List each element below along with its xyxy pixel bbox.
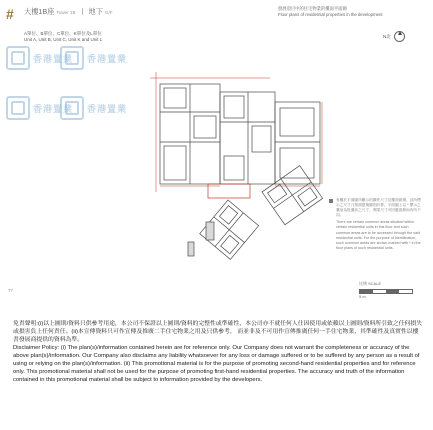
disclaimer (13, 320, 423, 384)
scale-unit: 5 m (359, 294, 366, 299)
watermark-text: 香港置業 (33, 53, 74, 64)
floor-name-zh: 地下 (88, 7, 103, 16)
watermark-text: 香港置業 (87, 53, 128, 64)
section-hash-mark: # (6, 6, 14, 22)
units-list-zh: A單位、B單位、C單位、K單位及L單位 (24, 31, 102, 36)
tower-title (24, 7, 113, 17)
brand-logo-icon (6, 96, 30, 120)
scale-bar (359, 281, 413, 299)
floor-plan-notes (336, 198, 422, 253)
scale-bar-graphic (359, 289, 413, 294)
notes-zh: 有關於平面圖所顯示的構件尺寸及樓面面積，其所標示之尺寸乃按照建築圖則計算。平面圖上以 * 標示之牆身為批盪前之尺寸，實際尺寸可因應裝修而有所不同。 (336, 198, 421, 218)
brand-logo-icon (60, 96, 84, 120)
page-number: 77 (8, 288, 14, 293)
compass-icon (394, 31, 405, 42)
watermark-text: 香港置業 (87, 103, 128, 114)
title-divider (82, 8, 83, 15)
brand-logo-icon (6, 46, 30, 70)
section-heading-en: Floor plans of residential properties in the development (278, 12, 383, 17)
north-label: N北 (383, 33, 391, 39)
disclaimer-zh: 免責聲明:(i)以上圖則/資料只供參考用途，本公司不保證以上圖則/資料的完整性或準確性，本公司亦不就任何人仕因使用或依賴以上圖則/資料所引致之任何損失或損害負上任何責任。(ii)本宣傳資料只可作宣傳及推廣二手住宅物業之用及只供參考， 而並非及不可用作宣傳推廣任何一手住宅物業，其準確性及真實性以樓書發展商提供的資料為準。 (13, 321, 423, 344)
watermark-text: 香港置業 (33, 103, 74, 114)
floor-plan-drawing (150, 72, 340, 262)
disclaimer-en: Disclaimer Policy: (i) The plan(s)/information contained herein are for reference only. Our Company does not warrant the completeness or accuracy of the above plan(s)/information. Our Company also disclaims any liability whatsoever for any loss or damage suffered or to be suffered by any person as a result of using or relying on the plan(s)/information. (ii) This promotional material is for the purpose of promoting second-hand residential properties and for reference only. This promotional material shall not be used for the purpose of promoting first-hand residential properties. The accuracy and truth of the information contained in this promotional material shall be subject to information provided by the developers. (13, 345, 420, 384)
floor-name-en: G/F (104, 10, 113, 15)
scale-label: 比例 SCALE (359, 281, 382, 286)
watermark (60, 96, 127, 120)
note-marker-icon (329, 199, 333, 203)
tower-name-zh: 大樓1B座 (24, 7, 55, 16)
section-heading-zh: 發展項目中的住宅物業的樓面平面圖 (278, 6, 347, 11)
north-arrow (383, 31, 405, 42)
units-list-en: Unit A, Unit B, Unit C, Unit K and Unit L (24, 37, 103, 42)
watermark (60, 46, 127, 70)
tower-name-en: Tower 1B (56, 10, 76, 15)
notes-en: There are certain common areas situated within certain residential units in this floor and such common areas are to be accessed through the said residential units. For the purpose of identification, such common areas are shown marked with * in the floor plans of such residential units. (336, 220, 421, 250)
brand-logo-icon (60, 46, 84, 70)
